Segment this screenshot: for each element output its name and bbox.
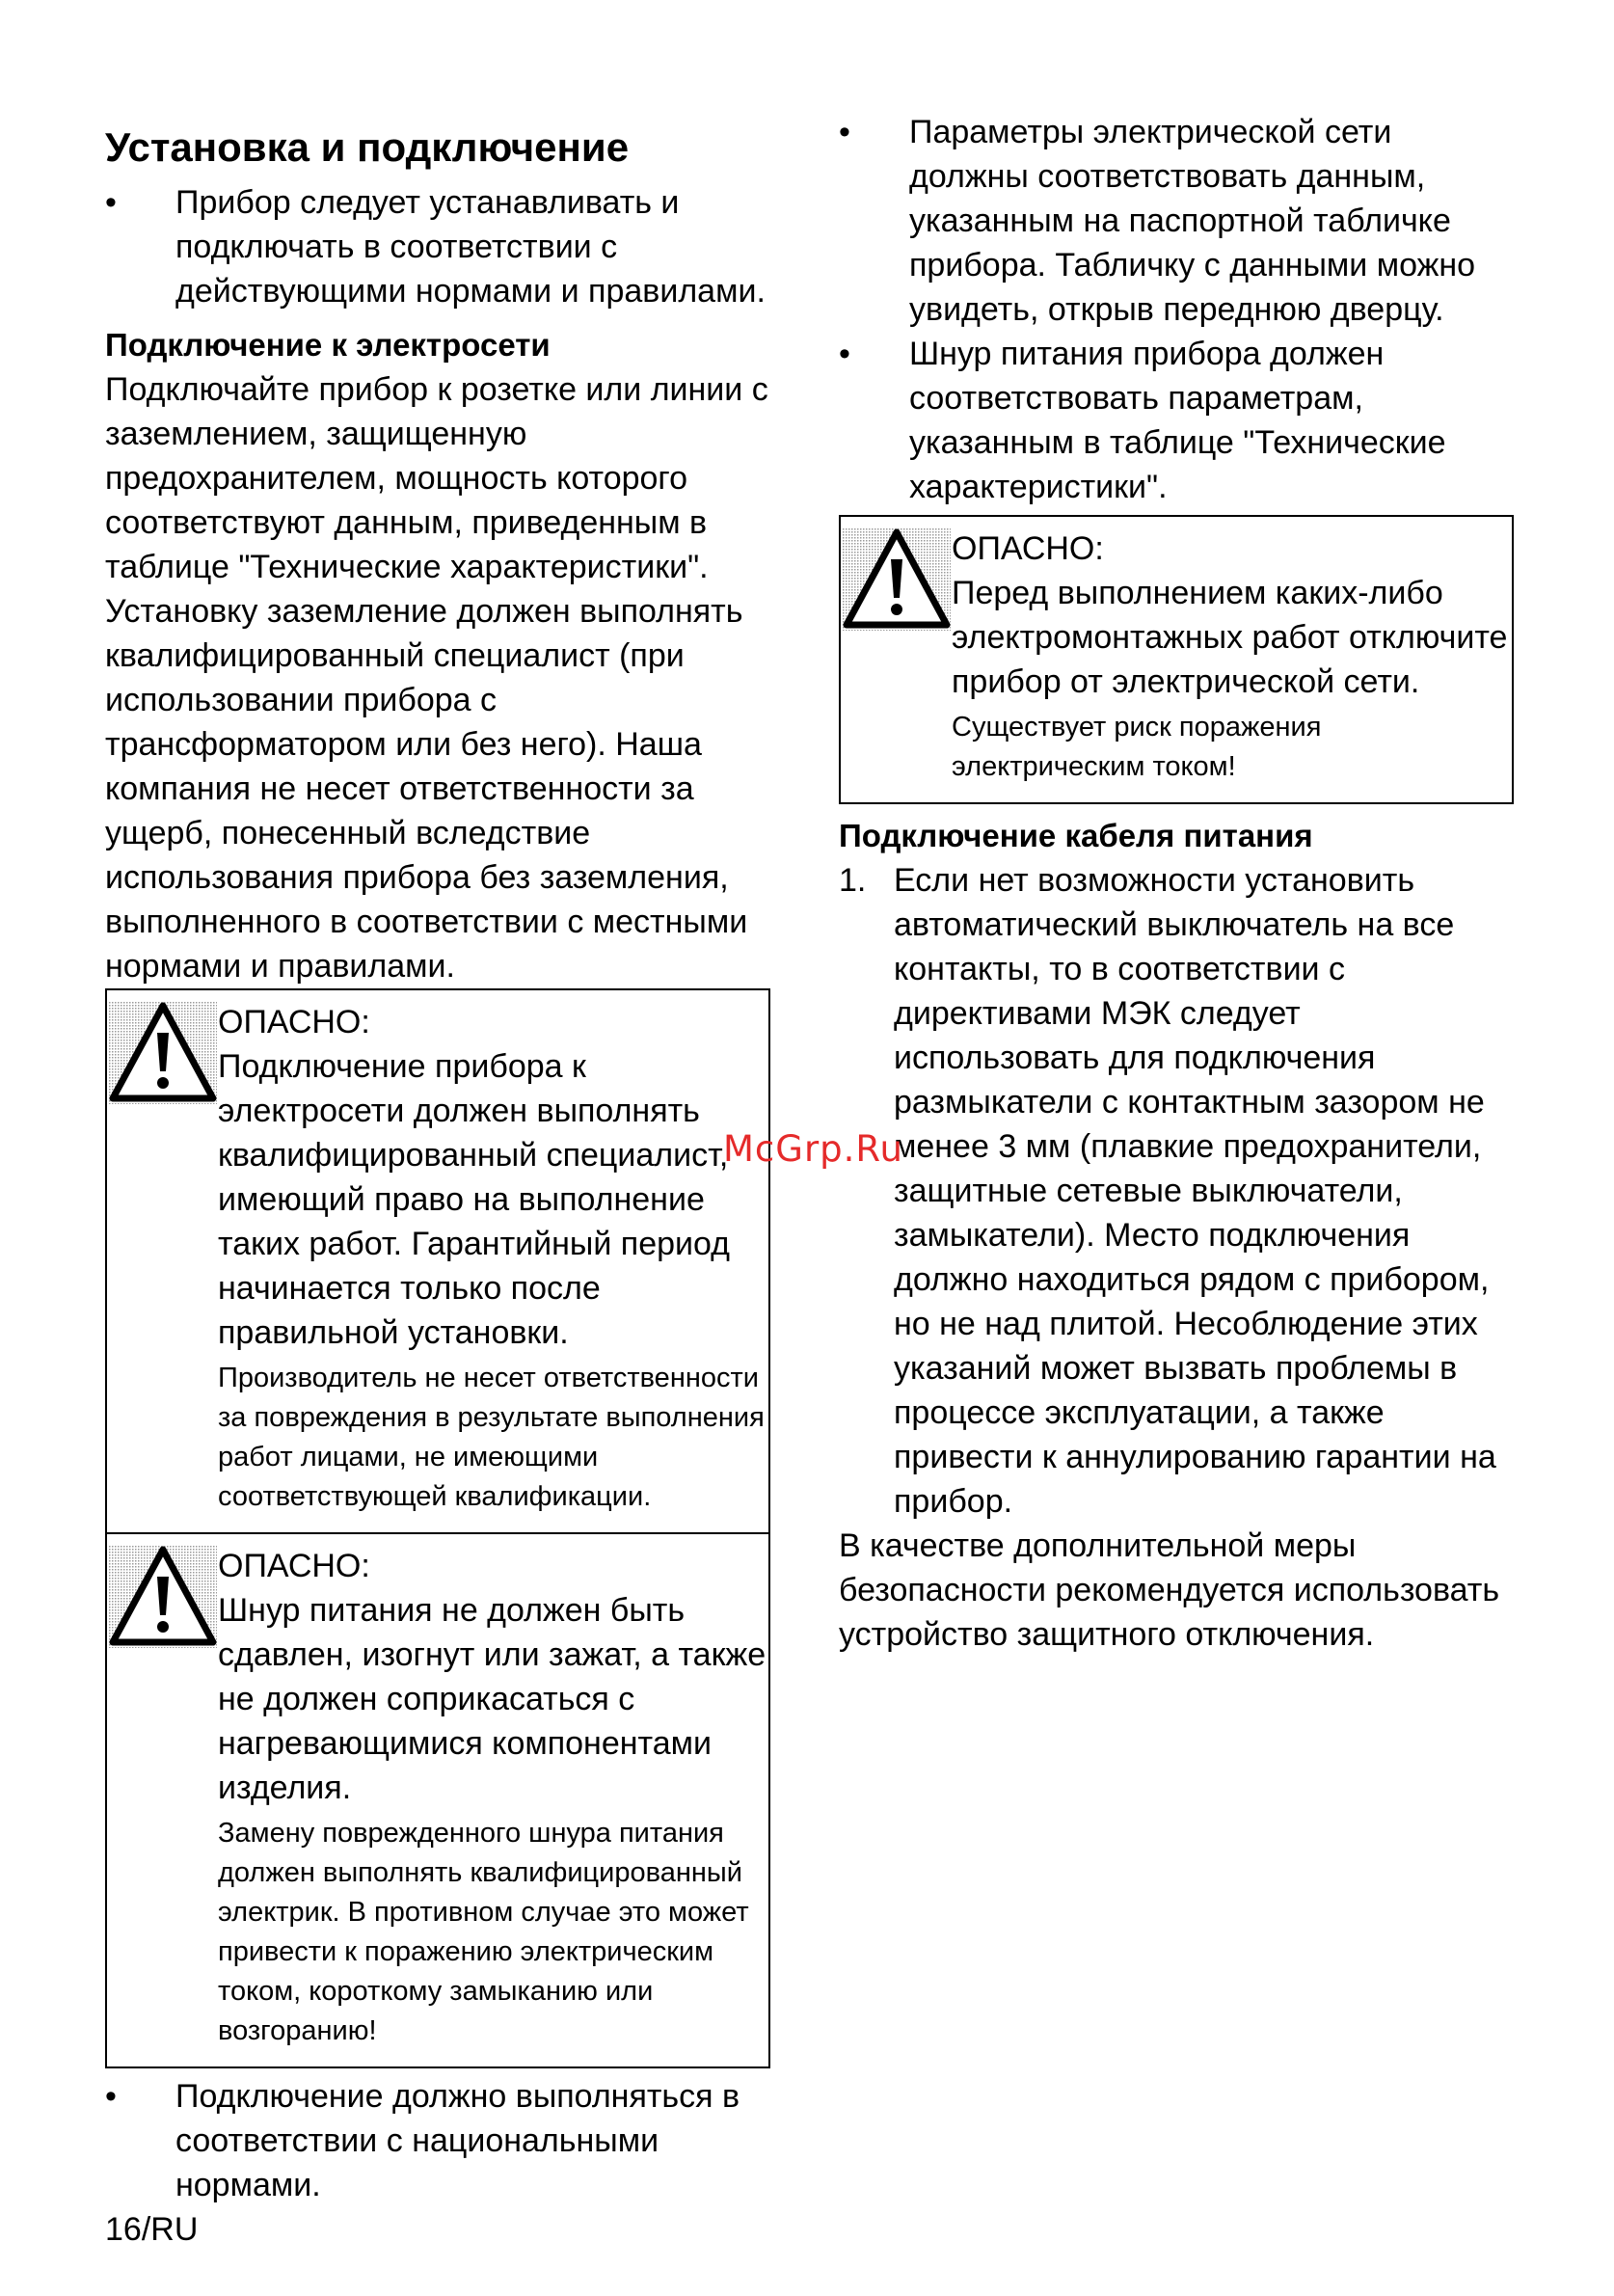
cable-steps [839,858,1514,1524]
section-heading-electrical: Подключение к электросети [105,326,551,363]
warning-note: Существует риск поражения электрическим током! [952,712,1322,782]
warning-box-installation [105,988,770,1534]
warning-triangle-icon [109,1002,217,1104]
page-title: Установка и подключение [105,124,630,170]
cable-step [839,858,1514,1524]
warning-note: Производитель не несет ответственности за повреждения в результате выполнения работ лицами, не имеющими соответствующей квалификации. [218,1362,765,1512]
left-column [105,122,770,2207]
warning-note: Замену поврежденного шнура питания должен выполнять квалифицированный электрик. В противном случае это может привести к поражению электрическим током, короткому замыканию или возгоранию! [218,1817,749,2046]
warning-text: Перед выполнением каких-либо электромонтажных работ отключите прибор от электрической сети. [952,575,1508,700]
warning-text: Шнур питания не должен быть сдавлен, изогнут или зажат, а также не должен соприкасаться с нагревающимися компонентами изделия. [218,1591,767,1806]
warning-triangle-icon [109,1546,217,1648]
warning-triangle-icon [843,528,951,631]
bullet-power-cord: • Шнур питания прибора должен соответствовать параметрам, указанным в таблице "Технические характеристики". [839,332,1514,509]
section-heading-cable: Подключение кабеля питания [839,818,1313,853]
warning-label: ОПАСНО: [952,530,1104,567]
warning-label: ОПАСНО: [218,1003,370,1040]
warning-box-cord [105,1534,770,2068]
step-number: 1. [839,862,867,899]
intro-bullet: • Прибор следует устанавливать и подключать в соответствии с действующими нормами и правилами. [105,180,770,313]
page-number: 16/RU [105,2211,199,2248]
requirements-list [839,110,1514,509]
end-bullet: • Подключение должно выполняться в соответствии с национальными нормами. [105,2074,770,2207]
warning-box-disconnect [839,515,1514,804]
right-column [839,110,1514,1657]
closing-paragraph: В качестве дополнительной меры безопасности рекомендуется использовать устройство защитного отключения. [839,1527,1500,1653]
intro-list [105,180,770,313]
bullet-network-parameters: • Параметры электрической сети должны соответствовать данным, указанным на паспортной табличке прибора. Табличку с данными можно увидеть, открыв переднюю дверцу. [839,110,1514,332]
warning-text: Подключение прибора к электросети должен выполнять квалифицированный специалист, имеющий право на выполнение таких работ. Гарантийный период начинается только после правильной установки. [218,1047,731,1351]
end-list [105,2074,770,2207]
warning-label: ОПАСНО: [218,1547,370,1584]
section-body-electrical: Подключайте прибор к розетке или линии с заземлением, защищенную предохранителем, мощность которого соответствуют данным, приведенным в таблице "Технические характеристики". Установку заземление должен выполнять квалифицированный специалист (при использовании прибора с трансформатором или без него). Наша компания не несет ответственности за ущерб, понесенный вследствие использования прибора без заземления, выполненного в соответствии с местными нормами и правилами. [105,370,768,985]
watermark: McGrp.Ru [723,1128,903,1170]
step-text: Если нет возможности установить автоматический выключатель на все контакты, то в соответствии с директивами МЭК следует использовать для подключения размыкатели с контактным зазором не менее 3 мм (плавкие предохранители, защитные сетевые выключатели, замыкатели). Место подключения должно находиться рядом с прибором, но не над плитой. Несоблюдение этих указаний может вызвать проблемы в процессе эксплуатации, а также привести к аннулированию гарантии на прибор. [894,862,1496,1520]
